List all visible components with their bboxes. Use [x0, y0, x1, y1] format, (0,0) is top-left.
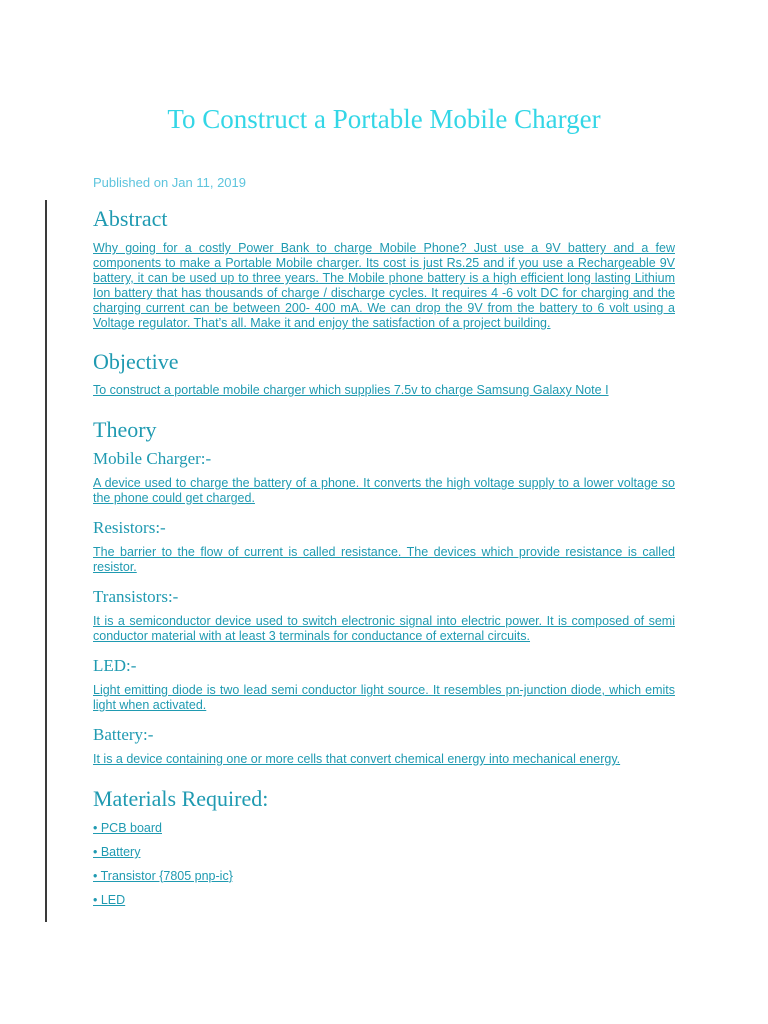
theory-heading: Theory [93, 417, 157, 442]
transistors-text: It is a semiconductor device used to switch electronic signal into electric power. It is composed of semi conductor material with at least 3 terminals for conductance of external circuits. [93, 614, 675, 643]
mobile-charger-heading: Mobile Charger:- [93, 449, 212, 468]
objective-text: To construct a portable mobile charger which supplies 7.5v to charge Samsung Galaxy Note I [93, 383, 609, 397]
resistors-heading: Resistors:- [93, 518, 166, 537]
led-heading: LED:- [93, 656, 137, 675]
materials-heading: Materials Required: [93, 786, 269, 811]
battery-text: It is a device containing one or more cells that convert chemical energy into mechanical energy. [93, 752, 621, 766]
transistors-heading: Transistors:- [93, 587, 179, 606]
published-date: Published on Jan 11, 2019 [93, 175, 246, 190]
abstract-text: Why going for a costly Power Bank to charge Mobile Phone? Just use a 9V battery and a few components to make a Portable Mobile charger. Its cost is just Rs.25 and if you use a Rechargeable 9V battery, it can be used up to three years. The Mobile phone battery is a high efficient long lasting Lithium Ion battery that has thousands of charge / discharge cycles. It requires 4 -6 volt DC for charging and the charging current can be between 200- 400 mA. We can drop the 9V from the battery to 6 volt using a Voltage regulator. That’s all. Make it and enjoy the satisfaction of a project building. [93, 241, 675, 330]
led-text: Light emitting diode is two lead semi conductor light source. It resembles pn-junction diode, which emits light when activated. [93, 683, 675, 712]
abstract-heading: Abstract [93, 206, 168, 231]
document-body [93, 205, 675, 908]
material-item-led: • LED [93, 893, 126, 907]
resistors-text: The barrier to the flow of current is called resistance. The devices which provide resistance is called resistor. [93, 545, 675, 574]
material-item-transistor: • Transistor {7805 pnp-ic} [93, 869, 233, 883]
material-item-pcb: • PCB board [93, 821, 162, 835]
battery-heading: Battery:- [93, 725, 154, 744]
left-margin-rule [45, 200, 47, 922]
objective-heading: Objective [93, 349, 179, 374]
material-item-battery: • Battery [93, 845, 141, 859]
document-title: To Construct a Portable Mobile Charger [167, 104, 601, 134]
mobile-charger-text: A device used to charge the battery of a phone. It converts the high voltage supply to a lower voltage so the phone could get charged. [93, 476, 675, 505]
